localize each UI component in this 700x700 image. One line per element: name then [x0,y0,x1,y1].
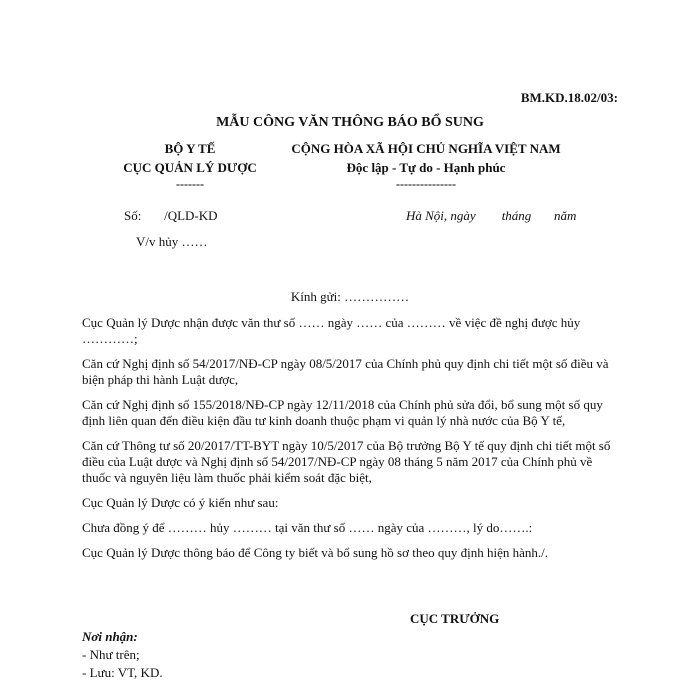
issuer-header [102,139,278,191]
national-header [278,139,574,191]
recipient-item: - Lưu: VT, KD. [82,665,163,680]
body-text [82,315,618,570]
body-paragraph: Cục Quản lý Dược có ý kiến như sau: [82,495,279,510]
national-motto: Độc lập - Tự do - Hạnh phúc [346,160,506,175]
form-code: BM.KD.18.02/03: [520,90,618,105]
signer-title: CỤC TRƯỞNG [410,611,500,626]
recipients-title: Nơi nhận: [82,629,138,644]
national-name: CỘNG HÒA XÃ HỘI CHỦ NGHĨA VIỆT NAM [291,141,561,156]
recipient-item: - Như trên; [82,647,140,662]
body-paragraph: Căn cứ Nghị định số 54/2017/NĐ-CP ngày 08/5/2017 của Chính phủ quy định chi tiết một số điều và biện pháp thi hành Luật dược, [82,356,609,387]
issuer-ministry: BỘ Y TẾ [164,141,216,156]
body-paragraph: Cục Quản lý Dược nhận được văn thư số …… ngày …… của ……… về việc đề nghị được hủy …………; [82,315,581,346]
issuer-divider: ------- [176,177,204,191]
document-date: Hà Nội, ngày tháng năm [406,208,577,223]
body-paragraph: Căn cứ Nghị định số 155/2018/NĐ-CP ngày 12/11/2018 của Chính phủ sửa đổi, bổ sung một số quy định liên quan đến điều kiện đầu tư kinh doanh thuộc phạm vi quản lý nhà nước của Bộ Y tế, [82,397,603,428]
document-subject: V/v hủy …… [136,234,208,249]
recipients-block [82,628,163,682]
national-divider: --------------- [396,177,456,191]
document-number: Số: /QLD-KD [124,208,218,223]
document-title: MẪU CÔNG VĂN THÔNG BÁO BỔ SUNG [216,115,484,130]
body-paragraph: Cục Quản lý Dược thông báo để Công ty biết và bổ sung hồ sơ theo quy định hiện hành./. [82,545,548,560]
body-paragraph: Căn cứ Thông tư số 20/2017/TT-BYT ngày 10/5/2017 của Bộ trưởng Bộ Y tế quy định chi tiết một số điều của Luật dược và Nghị định số 54/2017/NĐ-CP ngày 08 tháng 5 năm 2017 của Chính phủ về thuốc và nguyên liệu làm thuốc phải kiểm soát đặc biệt, [82,438,611,485]
issuer-department: CỤC QUẢN LÝ DƯỢC [123,160,257,175]
body-paragraph: Chưa đồng ý để ……… hủy ……… tại văn thư số …… ngày của ………, lý do…….: [82,520,533,535]
salutation: Kính gửi: …………… [290,289,410,304]
